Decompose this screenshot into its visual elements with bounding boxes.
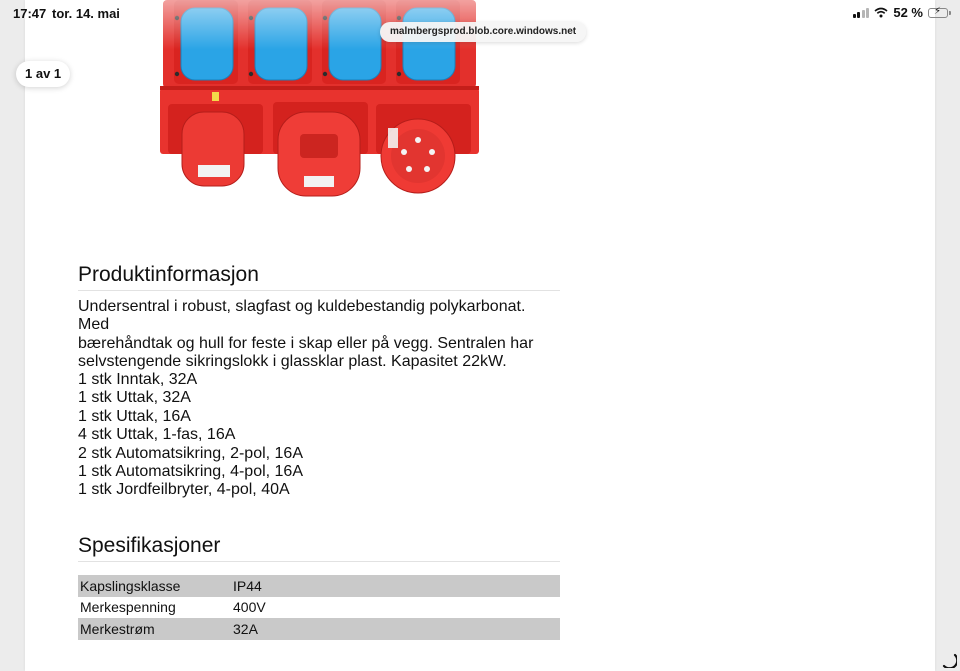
section-heading-specs: Spesifikasjoner xyxy=(78,533,560,562)
component-list-item: 1 stk Inntak, 32A xyxy=(78,371,198,388)
url-pill[interactable]: malmbergsprod.blob.core.windows.net xyxy=(380,22,586,42)
component-list xyxy=(78,371,560,500)
specs-section xyxy=(78,533,560,562)
description-line: bærehåndtak og hull for feste i skap eller på vegg. Sentralen har xyxy=(78,334,534,352)
spec-value: 400V xyxy=(233,599,266,616)
spec-row xyxy=(78,618,560,640)
charging-bolt-icon: ⚡ xyxy=(934,5,942,17)
spec-label: Kapslingsklasse xyxy=(78,575,233,597)
status-time: 17:47 xyxy=(13,6,47,21)
status-date: tor. 14. mai xyxy=(52,6,120,21)
page-counter: 1 av 1 xyxy=(16,61,70,87)
product-description xyxy=(78,298,560,372)
spec-label: Merkespenning xyxy=(80,599,176,616)
specs-table-wrap xyxy=(78,575,560,640)
spec-value: 32A xyxy=(233,618,560,640)
spec-row xyxy=(78,597,560,619)
component-list-item: 1 stk Uttak, 16A xyxy=(78,407,191,425)
component-list-item: 1 stk Jordfeilbryter, 4-pol, 40A xyxy=(78,481,290,499)
spec-row xyxy=(78,575,560,597)
specs-table xyxy=(78,575,560,640)
description-line: selvstengende sikringslokk i glassklar plast. Kapasitet 22kW. xyxy=(78,353,507,371)
product-info-section xyxy=(78,262,560,291)
loading-spinner-icon xyxy=(941,652,957,668)
battery-icon xyxy=(928,5,948,18)
description-line: Undersentral i robust, slagfast og kuldebestandig polykarbonat. Med xyxy=(78,298,526,334)
component-list-item: 4 stk Uttak, 1-fas, 16A xyxy=(78,426,236,444)
spec-value: IP44 xyxy=(233,575,560,597)
status-indicators xyxy=(853,5,948,20)
section-heading-product-info: Produktinformasjon xyxy=(78,262,560,291)
component-list-item: 1 stk Uttak, 32A xyxy=(78,389,191,407)
component-list-item: 1 stk Automatsikring, 4-pol, 16A xyxy=(78,463,303,481)
cellular-signal-icon xyxy=(853,8,870,18)
spec-label: Merkestrøm xyxy=(78,618,233,640)
wifi-icon xyxy=(874,7,888,18)
battery-percent: 52 % xyxy=(893,5,923,20)
component-list-item: 2 stk Automatsikring, 2-pol, 16A xyxy=(78,444,303,462)
